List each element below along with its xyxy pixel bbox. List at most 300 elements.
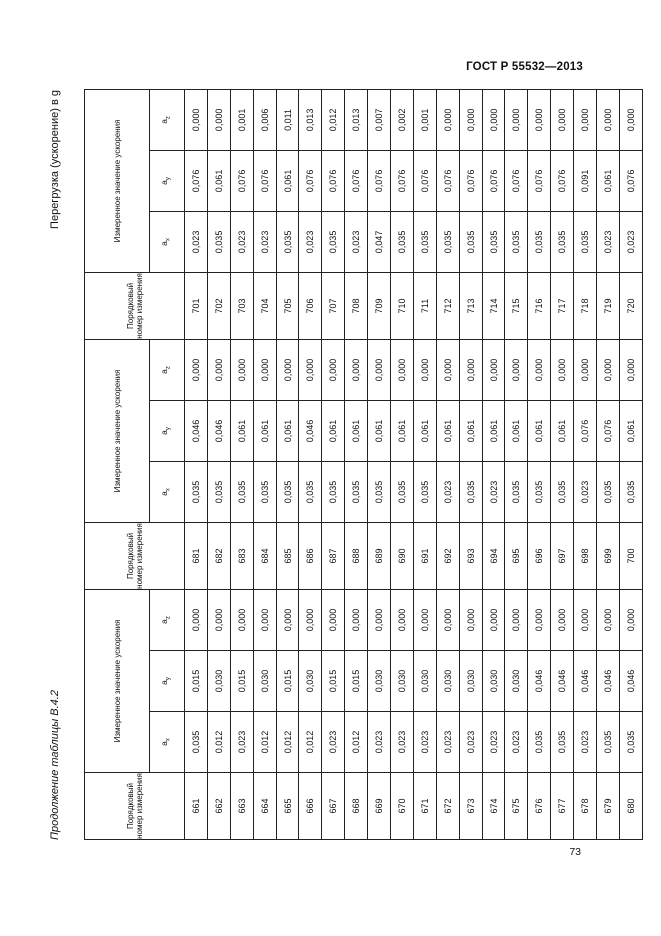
cell-acceleration-value: 0,023	[345, 211, 368, 272]
cell-measurement-number: 710	[391, 272, 414, 339]
cell-acceleration-value: 0,000	[322, 589, 345, 650]
cell-measurement-number: 665	[276, 773, 299, 840]
table-continuation-caption: Продолжение таблицы В.4.2	[49, 690, 61, 840]
cell-acceleration-value: 0,000	[597, 89, 620, 150]
cell-acceleration-value: 0,030	[299, 651, 322, 712]
cell-measurement-number: 691	[413, 522, 436, 589]
cell-acceleration-value: 0,000	[619, 589, 642, 650]
cell-acceleration-value: 0,061	[368, 400, 391, 461]
cell-measurement-number: 694	[482, 522, 505, 589]
cell-measurement-number: 673	[459, 773, 482, 840]
cell-acceleration-value: 0,061	[619, 400, 642, 461]
cell-acceleration-value: 0,000	[230, 339, 253, 400]
cell-acceleration-value: 0,015	[276, 651, 299, 712]
cell-acceleration-value: 0,000	[482, 339, 505, 400]
cell-acceleration-value: 0,035	[391, 211, 414, 272]
cell-acceleration-value: 0,023	[436, 461, 459, 522]
header-az-symbol: a	[159, 619, 170, 624]
cell-acceleration-value: 0,000	[619, 339, 642, 400]
cell-measurement-number: 675	[505, 773, 528, 840]
header-az-symbol: a	[159, 369, 170, 374]
cell-acceleration-value: 0,035	[574, 211, 597, 272]
cell-acceleration-value: 0,061	[459, 400, 482, 461]
cell-acceleration-value: 0,023	[436, 712, 459, 773]
cell-acceleration-value: 0,000	[322, 339, 345, 400]
cell-acceleration-value: 0,061	[597, 150, 620, 211]
header-ax	[150, 712, 185, 773]
cell-acceleration-value: 0,091	[574, 150, 597, 211]
header-az-index: z	[165, 616, 172, 620]
header-ax-index: x	[165, 738, 172, 742]
cell-measurement-number: 717	[551, 272, 574, 339]
cell-acceleration-value: 0,002	[391, 89, 414, 150]
cell-measurement-number: 688	[345, 522, 368, 589]
cell-measurement-number: 663	[230, 773, 253, 840]
cell-acceleration-value: 0,000	[345, 589, 368, 650]
cell-acceleration-value: 0,076	[436, 150, 459, 211]
table-row	[299, 89, 322, 839]
cell-acceleration-value: 0,000	[276, 589, 299, 650]
cell-acceleration-value: 0,000	[185, 339, 208, 400]
cell-measurement-number: 690	[391, 522, 414, 589]
cell-acceleration-value: 0,046	[207, 400, 230, 461]
cell-acceleration-value: 0,035	[528, 712, 551, 773]
cell-acceleration-value: 0,023	[368, 712, 391, 773]
cell-acceleration-value: 0,000	[459, 589, 482, 650]
cell-acceleration-value: 0,000	[207, 589, 230, 650]
cell-acceleration-value: 0,000	[391, 339, 414, 400]
cell-acceleration-value: 0,076	[299, 150, 322, 211]
cell-acceleration-value: 0,035	[551, 712, 574, 773]
cell-acceleration-value: 0,030	[459, 651, 482, 712]
cell-acceleration-value: 0,035	[230, 461, 253, 522]
cell-acceleration-value: 0,076	[391, 150, 414, 211]
acceleration-table	[84, 89, 643, 840]
cell-measurement-number: 670	[391, 773, 414, 840]
cell-measurement-number: 667	[322, 773, 345, 840]
cell-acceleration-value: 0,015	[345, 651, 368, 712]
cell-measurement-number: 701	[185, 272, 208, 339]
cell-measurement-number: 668	[345, 773, 368, 840]
cell-acceleration-value: 0,000	[391, 589, 414, 650]
cell-acceleration-value: 0,046	[551, 651, 574, 712]
cell-acceleration-value: 0,000	[551, 89, 574, 150]
header-measurement-number: Порядковый номер измерения	[85, 522, 185, 589]
cell-acceleration-value: 0,000	[482, 589, 505, 650]
cell-acceleration-value: 0,035	[413, 461, 436, 522]
cell-acceleration-value: 0,076	[345, 150, 368, 211]
cell-measurement-number: 718	[574, 272, 597, 339]
table-row	[459, 89, 482, 839]
cell-acceleration-value: 0,046	[528, 651, 551, 712]
cell-measurement-number: 699	[597, 522, 620, 589]
cell-acceleration-value: 0,046	[597, 651, 620, 712]
cell-acceleration-value: 0,035	[459, 211, 482, 272]
cell-acceleration-value: 0,023	[574, 461, 597, 522]
cell-acceleration-value: 0,046	[574, 651, 597, 712]
cell-acceleration-value: 0,047	[368, 211, 391, 272]
cell-measurement-number: 693	[459, 522, 482, 589]
cell-acceleration-value: 0,023	[597, 211, 620, 272]
table-row	[391, 89, 414, 839]
cell-measurement-number: 702	[207, 272, 230, 339]
cell-measurement-number: 720	[619, 272, 642, 339]
cell-acceleration-value: 0,061	[276, 400, 299, 461]
cell-acceleration-value: 0,035	[322, 211, 345, 272]
cell-measurement-number: 685	[276, 522, 299, 589]
cell-measurement-number: 709	[368, 272, 391, 339]
cell-acceleration-value: 0,000	[368, 589, 391, 650]
cell-acceleration-value: 0,000	[574, 339, 597, 400]
cell-acceleration-value: 0,035	[505, 211, 528, 272]
cell-acceleration-value: 0,023	[299, 211, 322, 272]
header-az	[150, 339, 185, 400]
cell-measurement-number: 666	[299, 773, 322, 840]
header-measured-acceleration: Измеренное значение ускорения	[85, 589, 150, 772]
cell-acceleration-value: 0,035	[619, 712, 642, 773]
cell-measurement-number: 719	[597, 272, 620, 339]
page-number: 73	[569, 846, 581, 858]
cell-acceleration-value: 0,046	[185, 400, 208, 461]
header-ay-symbol: a	[159, 180, 170, 185]
cell-acceleration-value: 0,000	[185, 89, 208, 150]
cell-acceleration-value: 0,000	[436, 339, 459, 400]
cell-acceleration-value: 0,000	[505, 589, 528, 650]
cell-acceleration-value: 0,035	[207, 211, 230, 272]
cell-acceleration-value: 0,000	[230, 589, 253, 650]
cell-measurement-number: 712	[436, 272, 459, 339]
table-body	[185, 89, 643, 839]
cell-acceleration-value: 0,035	[436, 211, 459, 272]
cell-acceleration-value: 0,035	[391, 461, 414, 522]
table-row	[619, 89, 642, 839]
cell-acceleration-value: 0,023	[574, 712, 597, 773]
header-az-index: z	[165, 366, 172, 370]
cell-acceleration-value: 0,023	[505, 712, 528, 773]
table-row	[368, 89, 391, 839]
cell-acceleration-value: 0,013	[345, 89, 368, 150]
cell-measurement-number: 672	[436, 773, 459, 840]
cell-acceleration-value: 0,023	[185, 211, 208, 272]
cell-acceleration-value: 0,035	[276, 211, 299, 272]
header-ax-symbol: a	[159, 491, 170, 496]
header-az	[150, 89, 185, 150]
header-measured-acceleration: Измеренное значение ускорения	[85, 339, 150, 522]
cell-acceleration-value: 0,012	[253, 712, 276, 773]
cell-acceleration-value: 0,000	[253, 589, 276, 650]
cell-acceleration-value: 0,000	[299, 589, 322, 650]
cell-acceleration-value: 0,035	[505, 461, 528, 522]
cell-acceleration-value: 0,035	[253, 461, 276, 522]
table-row	[322, 89, 345, 839]
cell-acceleration-value: 0,023	[230, 712, 253, 773]
cell-acceleration-value: 0,023	[459, 712, 482, 773]
cell-measurement-number: 698	[574, 522, 597, 589]
cell-acceleration-value: 0,000	[505, 89, 528, 150]
table-row	[276, 89, 299, 839]
cell-measurement-number: 689	[368, 522, 391, 589]
table-row	[482, 89, 505, 839]
cell-measurement-number: 716	[528, 272, 551, 339]
header-ax	[150, 461, 185, 522]
header-ay	[150, 150, 185, 211]
cell-measurement-number: 704	[253, 272, 276, 339]
cell-acceleration-value: 0,030	[413, 651, 436, 712]
cell-acceleration-value: 0,030	[436, 651, 459, 712]
cell-acceleration-value: 0,035	[207, 461, 230, 522]
cell-acceleration-value: 0,000	[505, 339, 528, 400]
cell-acceleration-value: 0,035	[345, 461, 368, 522]
cell-acceleration-value: 0,061	[322, 400, 345, 461]
overload-caption: Перегрузка (ускорение) в g	[49, 90, 61, 229]
cell-acceleration-value: 0,035	[299, 461, 322, 522]
cell-acceleration-value: 0,061	[505, 400, 528, 461]
table-row	[436, 89, 459, 839]
table-row	[551, 89, 574, 839]
cell-acceleration-value: 0,006	[253, 89, 276, 150]
cell-acceleration-value: 0,076	[482, 150, 505, 211]
cell-acceleration-value: 0,015	[322, 651, 345, 712]
cell-acceleration-value: 0,035	[551, 461, 574, 522]
cell-acceleration-value: 0,000	[413, 589, 436, 650]
cell-measurement-number: 692	[436, 522, 459, 589]
table-header	[85, 89, 185, 839]
cell-acceleration-value: 0,061	[413, 400, 436, 461]
cell-measurement-number: 714	[482, 272, 505, 339]
cell-acceleration-value: 0,000	[436, 589, 459, 650]
cell-acceleration-value: 0,023	[391, 712, 414, 773]
cell-acceleration-value: 0,000	[528, 339, 551, 400]
cell-acceleration-value: 0,061	[230, 400, 253, 461]
cell-acceleration-value: 0,035	[322, 461, 345, 522]
header-measurement-number: Порядковый номер измерения	[85, 773, 185, 840]
cell-acceleration-value: 0,035	[597, 712, 620, 773]
cell-measurement-number: 697	[551, 522, 574, 589]
cell-measurement-number: 713	[459, 272, 482, 339]
cell-acceleration-value: 0,000	[185, 589, 208, 650]
table-row	[207, 89, 230, 839]
cell-acceleration-value: 0,035	[482, 211, 505, 272]
cell-acceleration-value: 0,023	[230, 211, 253, 272]
header-az	[150, 589, 185, 650]
cell-acceleration-value: 0,076	[528, 150, 551, 211]
header-az-index: z	[165, 116, 172, 120]
cell-acceleration-value: 0,035	[185, 712, 208, 773]
cell-acceleration-value: 0,076	[185, 150, 208, 211]
header-measurement-number: Порядковый номер измерения	[85, 272, 185, 339]
cell-acceleration-value: 0,000	[345, 339, 368, 400]
header-ay-symbol: a	[159, 680, 170, 685]
cell-acceleration-value: 0,000	[207, 89, 230, 150]
cell-measurement-number: 706	[299, 272, 322, 339]
table-row	[574, 89, 597, 839]
cell-measurement-number: 705	[276, 272, 299, 339]
cell-acceleration-value: 0,035	[413, 211, 436, 272]
header-az-symbol: a	[159, 119, 170, 124]
cell-acceleration-value: 0,023	[413, 712, 436, 773]
cell-acceleration-value: 0,000	[459, 339, 482, 400]
cell-acceleration-value: 0,000	[597, 589, 620, 650]
cell-measurement-number: 682	[207, 522, 230, 589]
cell-acceleration-value: 0,013	[299, 89, 322, 150]
cell-acceleration-value: 0,023	[482, 461, 505, 522]
cell-acceleration-value: 0,035	[528, 461, 551, 522]
table-row	[185, 89, 208, 839]
cell-measurement-number: 674	[482, 773, 505, 840]
cell-measurement-number: 677	[551, 773, 574, 840]
cell-acceleration-value: 0,076	[505, 150, 528, 211]
cell-measurement-number: 700	[619, 522, 642, 589]
cell-acceleration-value: 0,035	[459, 461, 482, 522]
cell-acceleration-value: 0,076	[619, 150, 642, 211]
cell-acceleration-value: 0,000	[574, 89, 597, 150]
cell-measurement-number: 681	[185, 522, 208, 589]
cell-measurement-number: 695	[505, 522, 528, 589]
cell-acceleration-value: 0,023	[253, 211, 276, 272]
cell-acceleration-value: 0,030	[482, 651, 505, 712]
table-row	[230, 89, 253, 839]
header-ay	[150, 400, 185, 461]
header-ay-index: y	[165, 177, 172, 181]
cell-acceleration-value: 0,030	[368, 651, 391, 712]
cell-acceleration-value: 0,035	[276, 461, 299, 522]
header-ay-index: y	[165, 427, 172, 431]
cell-measurement-number: 686	[299, 522, 322, 589]
cell-acceleration-value: 0,000	[482, 89, 505, 150]
cell-acceleration-value: 0,000	[528, 589, 551, 650]
cell-measurement-number: 661	[185, 773, 208, 840]
cell-acceleration-value: 0,000	[551, 589, 574, 650]
cell-measurement-number: 703	[230, 272, 253, 339]
cell-acceleration-value: 0,076	[413, 150, 436, 211]
cell-measurement-number: 684	[253, 522, 276, 589]
cell-acceleration-value: 0,023	[322, 712, 345, 773]
standard-designation: ГОСТ Р 55532—2013	[466, 61, 583, 73]
cell-acceleration-value: 0,076	[368, 150, 391, 211]
cell-acceleration-value: 0,076	[253, 150, 276, 211]
cell-acceleration-value: 0,030	[207, 651, 230, 712]
header-ay-symbol: a	[159, 430, 170, 435]
cell-acceleration-value: 0,000	[299, 339, 322, 400]
header-ax-symbol: a	[159, 241, 170, 246]
cell-acceleration-value: 0,000	[597, 339, 620, 400]
header-ay	[150, 651, 185, 712]
header-ay-index: y	[165, 677, 172, 681]
cell-acceleration-value: 0,076	[597, 400, 620, 461]
cell-acceleration-value: 0,035	[368, 461, 391, 522]
cell-measurement-number: 676	[528, 773, 551, 840]
cell-acceleration-value: 0,000	[368, 339, 391, 400]
cell-measurement-number: 679	[597, 773, 620, 840]
header-ax-index: x	[165, 238, 172, 242]
cell-acceleration-value: 0,007	[368, 89, 391, 150]
cell-acceleration-value: 0,012	[322, 89, 345, 150]
cell-measurement-number: 669	[368, 773, 391, 840]
cell-acceleration-value: 0,076	[574, 400, 597, 461]
cell-acceleration-value: 0,061	[253, 400, 276, 461]
table-row	[413, 89, 436, 839]
header-ax-symbol: a	[159, 741, 170, 746]
table-row	[597, 89, 620, 839]
table-row	[528, 89, 551, 839]
cell-acceleration-value: 0,076	[230, 150, 253, 211]
cell-acceleration-value: 0,030	[253, 651, 276, 712]
table-row	[253, 89, 276, 839]
cell-acceleration-value: 0,035	[528, 211, 551, 272]
cell-acceleration-value: 0,061	[551, 400, 574, 461]
cell-acceleration-value: 0,000	[528, 89, 551, 150]
cell-acceleration-value: 0,061	[391, 400, 414, 461]
header-ax-index: x	[165, 488, 172, 492]
cell-acceleration-value: 0,001	[413, 89, 436, 150]
cell-measurement-number: 662	[207, 773, 230, 840]
cell-acceleration-value: 0,023	[482, 712, 505, 773]
cell-acceleration-value: 0,000	[253, 339, 276, 400]
cell-acceleration-value: 0,035	[551, 211, 574, 272]
cell-acceleration-value: 0,061	[207, 150, 230, 211]
cell-acceleration-value: 0,012	[299, 712, 322, 773]
cell-measurement-number: 707	[322, 272, 345, 339]
cell-acceleration-value: 0,012	[276, 712, 299, 773]
cell-measurement-number: 683	[230, 522, 253, 589]
cell-acceleration-value: 0,030	[505, 651, 528, 712]
cell-acceleration-value: 0,001	[230, 89, 253, 150]
cell-acceleration-value: 0,000	[436, 89, 459, 150]
cell-acceleration-value: 0,012	[207, 712, 230, 773]
cell-acceleration-value: 0,012	[345, 712, 368, 773]
cell-acceleration-value: 0,023	[619, 211, 642, 272]
cell-acceleration-value: 0,061	[436, 400, 459, 461]
cell-acceleration-value: 0,061	[276, 150, 299, 211]
cell-acceleration-value: 0,000	[574, 589, 597, 650]
cell-acceleration-value: 0,035	[597, 461, 620, 522]
cell-measurement-number: 678	[574, 773, 597, 840]
cell-acceleration-value: 0,061	[482, 400, 505, 461]
table-row	[505, 89, 528, 839]
cell-acceleration-value: 0,000	[413, 339, 436, 400]
table-row	[345, 89, 368, 839]
cell-acceleration-value: 0,030	[391, 651, 414, 712]
cell-acceleration-value: 0,015	[230, 651, 253, 712]
cell-acceleration-value: 0,076	[459, 150, 482, 211]
cell-acceleration-value: 0,061	[345, 400, 368, 461]
rotated-table-page	[48, 90, 636, 840]
cell-measurement-number: 687	[322, 522, 345, 589]
cell-measurement-number: 671	[413, 773, 436, 840]
cell-acceleration-value: 0,000	[276, 339, 299, 400]
cell-acceleration-value: 0,015	[185, 651, 208, 712]
cell-measurement-number: 664	[253, 773, 276, 840]
cell-acceleration-value: 0,000	[551, 339, 574, 400]
cell-measurement-number: 711	[413, 272, 436, 339]
cell-acceleration-value: 0,061	[528, 400, 551, 461]
cell-acceleration-value: 0,035	[185, 461, 208, 522]
header-measured-acceleration: Измеренное значение ускорения	[85, 89, 150, 272]
cell-acceleration-value: 0,046	[619, 651, 642, 712]
cell-acceleration-value: 0,011	[276, 89, 299, 150]
cell-acceleration-value: 0,035	[619, 461, 642, 522]
cell-acceleration-value: 0,076	[551, 150, 574, 211]
cell-acceleration-value: 0,076	[322, 150, 345, 211]
cell-measurement-number: 715	[505, 272, 528, 339]
cell-measurement-number: 708	[345, 272, 368, 339]
cell-acceleration-value: 0,046	[299, 400, 322, 461]
header-ax	[150, 211, 185, 272]
cell-measurement-number: 680	[619, 773, 642, 840]
cell-measurement-number: 696	[528, 522, 551, 589]
cell-acceleration-value: 0,000	[619, 89, 642, 150]
cell-acceleration-value: 0,000	[207, 339, 230, 400]
